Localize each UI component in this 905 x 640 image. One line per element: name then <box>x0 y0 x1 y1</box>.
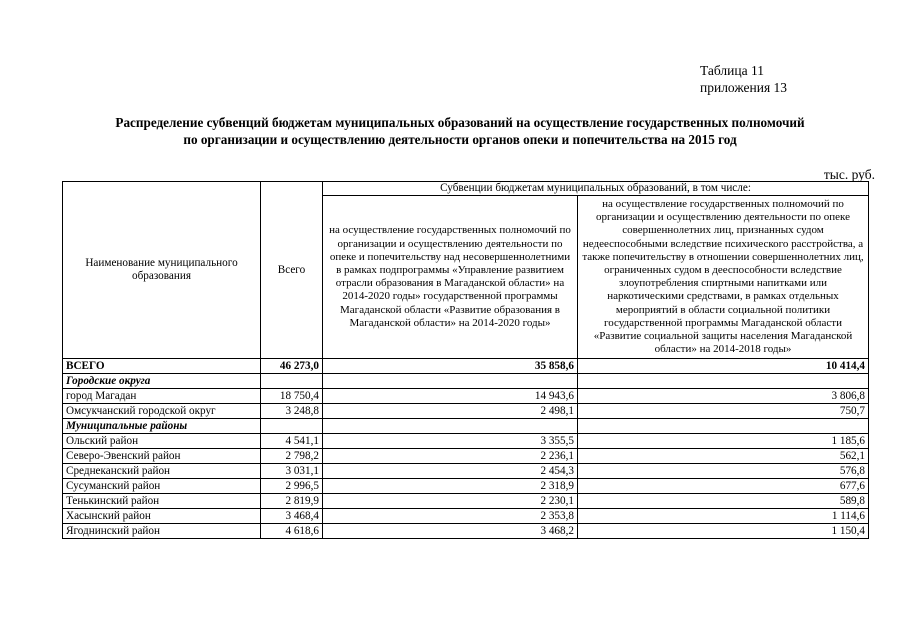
table-row <box>63 389 869 404</box>
municipality-cell: Хасынский район <box>63 509 261 524</box>
table-body <box>63 359 869 539</box>
minors-subsidy-cell: 2 353,8 <box>323 509 578 524</box>
table-row <box>63 479 869 494</box>
table-row <box>63 524 869 539</box>
minors-subsidy-cell: 14 943,6 <box>323 389 578 404</box>
title-line-2: по организации и осуществлению деятельности органов опеки и попечительства на 2015 год <box>183 132 737 147</box>
table-reference <box>700 62 850 96</box>
total-cell: 2 996,5 <box>261 479 323 494</box>
title-line-1: Распределение субвенций бюджетам муниципальных образований на осуществление государственных полномочий <box>115 115 805 130</box>
header-guardianship-minors: на осуществление государственных полномочий по организации и осуществлению деятельности по опеке и попечительству над несовершеннолетними в рамках подпрограммы «Управление развитием отрасли образования в Магаданской области» на 2014-2020 годы» государственной программы Магаданской области «Развитие образования в Магаданской области» на 2014-2020 годы» <box>323 196 578 359</box>
minors-subsidy-cell <box>323 419 578 434</box>
municipality-cell: город Магадан <box>63 389 261 404</box>
adults-subsidy-cell: 750,7 <box>578 404 869 419</box>
total-cell: 3 031,1 <box>261 464 323 479</box>
minors-subsidy-cell: 2 498,1 <box>323 404 578 419</box>
adults-subsidy-cell: 10 414,4 <box>578 359 869 374</box>
adults-subsidy-cell: 1 150,4 <box>578 524 869 539</box>
minors-subsidy-cell: 2 454,3 <box>323 464 578 479</box>
municipality-cell: Тенькинский район <box>63 494 261 509</box>
total-cell <box>261 374 323 389</box>
adults-subsidy-cell: 576,8 <box>578 464 869 479</box>
municipality-cell: ВСЕГО <box>63 359 261 374</box>
municipality-cell: Омсукчанский городской округ <box>63 404 261 419</box>
minors-subsidy-cell: 35 858,6 <box>323 359 578 374</box>
section-row <box>63 374 869 389</box>
municipality-cell: Северо-Эвенский район <box>63 449 261 464</box>
adults-subsidy-cell: 589,8 <box>578 494 869 509</box>
adults-subsidy-cell: 1 114,6 <box>578 509 869 524</box>
adults-subsidy-cell: 1 185,6 <box>578 434 869 449</box>
municipality-cell: Городские округа <box>63 374 261 389</box>
adults-subsidy-cell: 562,1 <box>578 449 869 464</box>
adults-subsidy-cell: 3 806,8 <box>578 389 869 404</box>
municipality-cell: Сусуманский район <box>63 479 261 494</box>
total-cell: 4 541,1 <box>261 434 323 449</box>
section-row <box>63 419 869 434</box>
adults-subsidy-cell: 677,6 <box>578 479 869 494</box>
appendix-number: приложения 13 <box>700 80 788 95</box>
total-cell: 3 468,4 <box>261 509 323 524</box>
units-label: тыс. руб. <box>823 167 875 182</box>
minors-subsidy-cell: 3 355,5 <box>323 434 578 449</box>
header-municipality: Наименование муниципального образования <box>63 182 261 359</box>
minors-subsidy-cell: 2 236,1 <box>323 449 578 464</box>
adults-subsidy-cell <box>578 374 869 389</box>
municipality-cell: Ягоднинский район <box>63 524 261 539</box>
total-cell: 3 248,8 <box>261 404 323 419</box>
total-cell: 18 750,4 <box>261 389 323 404</box>
header-total: Всего <box>261 182 323 359</box>
minors-subsidy-cell: 2 230,1 <box>323 494 578 509</box>
adults-subsidy-cell <box>578 419 869 434</box>
table-row <box>63 434 869 449</box>
table-row <box>63 449 869 464</box>
subsidy-table <box>62 181 869 539</box>
minors-subsidy-cell <box>323 374 578 389</box>
total-cell: 2 798,2 <box>261 449 323 464</box>
document-title <box>40 114 880 148</box>
total-cell <box>261 419 323 434</box>
total-cell: 4 618,6 <box>261 524 323 539</box>
total-row <box>63 359 869 374</box>
municipality-cell: Муниципальные районы <box>63 419 261 434</box>
minors-subsidy-cell: 3 468,2 <box>323 524 578 539</box>
table-row <box>63 404 869 419</box>
header-subsidy-group: Субвенции бюджетам муниципальных образований, в том числе: <box>323 182 869 196</box>
header-guardianship-adults: на осуществление государственных полномочий по организации и осуществлению деятельности по опеке совершеннолетних лиц, признанных судом недееспособными вследствие психического расстройства, а также попечительству в отношении совершеннолетних лиц, ограниченных судом в дееспособности вследствие злоупотребления спиртными напитками или наркотическими средствами, в рамках отдельных мероприятий в области социальной политики государственной программы Магаданской области «Развитие социальной защиты населения Магаданской области» на 2014-2018 годы» <box>578 196 869 359</box>
municipality-cell: Ольский район <box>63 434 261 449</box>
table-row <box>63 464 869 479</box>
municipality-cell: Среднеканский район <box>63 464 261 479</box>
table-number: Таблица 11 <box>700 63 764 78</box>
total-cell: 46 273,0 <box>261 359 323 374</box>
minors-subsidy-cell: 2 318,9 <box>323 479 578 494</box>
total-cell: 2 819,9 <box>261 494 323 509</box>
table-row <box>63 509 869 524</box>
table-row <box>63 494 869 509</box>
